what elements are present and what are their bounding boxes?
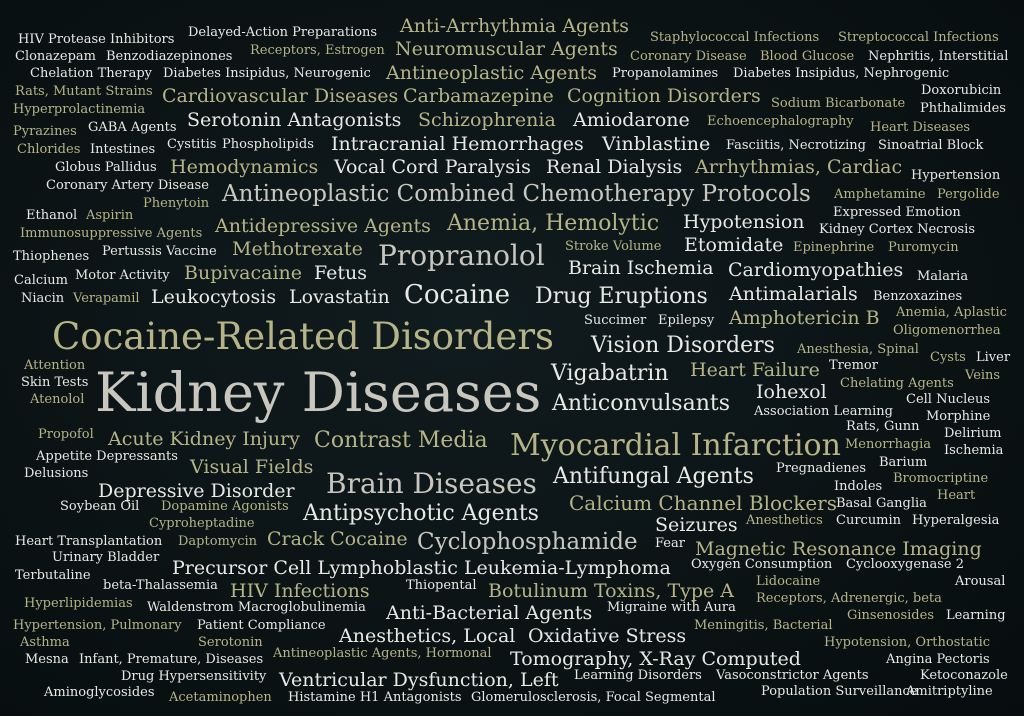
word: Hyperalgesia <box>912 513 1000 528</box>
word: Hypertension, Pulmonary <box>13 618 182 633</box>
word: Hemodynamics <box>170 156 319 178</box>
word: Seizures <box>655 514 738 536</box>
word: Epinephrine <box>793 240 875 255</box>
word: Heart <box>937 488 976 503</box>
word: Skin Tests <box>21 375 89 390</box>
word: Diabetes Insipidus, Neurogenic <box>163 66 371 81</box>
word: beta-Thalassemia <box>103 578 218 593</box>
word: Barium <box>879 455 928 470</box>
word: Liver <box>976 350 1011 365</box>
word: Learning <box>946 608 1006 623</box>
word: Mesna <box>25 652 69 667</box>
word: Expressed Emotion <box>833 205 961 220</box>
word: Tremor <box>829 358 878 373</box>
word: Indoles <box>834 479 883 494</box>
word: Rats, Mutant Strains <box>15 84 153 99</box>
word: Aspirin <box>86 208 134 223</box>
word: Depressive Disorder <box>98 480 295 502</box>
word: Arrhythmias, Cardiac <box>695 156 903 178</box>
word: Dopamine Agonists <box>161 499 289 514</box>
word: Infant, Premature, Diseases <box>79 652 264 667</box>
word: Meningitis, Bacterial <box>694 618 833 633</box>
word: Oxidative Stress <box>528 625 687 647</box>
word: Terbutaline <box>15 568 91 583</box>
word: Immunosuppressive Agents <box>20 226 203 241</box>
word: Cognition Disorders <box>567 85 761 107</box>
word: Precursor Cell Lymphoblastic Leukemia-Lymphoma <box>172 557 671 579</box>
word: Motor Activity <box>75 268 170 283</box>
word: Patient Compliance <box>197 618 326 633</box>
word: Vasoconstrictor Agents <box>716 668 869 683</box>
word: Verapamil <box>73 291 140 306</box>
word: Nephritis, Interstitial <box>868 49 1009 64</box>
word: Contrast Media <box>314 428 488 453</box>
word: Delusions <box>24 466 89 481</box>
word: Cyclophosphamide <box>417 529 638 555</box>
word: Receptors, Adrenergic, beta <box>756 591 942 606</box>
word: Learning Disorders <box>574 668 702 683</box>
word: Brain Ischemia <box>568 257 714 279</box>
word: Fetus <box>314 262 368 284</box>
word: Heart Diseases <box>870 120 971 135</box>
word: Anti-Bacterial Agents <box>386 602 593 624</box>
word: Iohexol <box>756 381 827 403</box>
word: Serotonin Antagonists <box>187 109 402 131</box>
word: Arousal <box>955 574 1006 589</box>
word: Hypotension, Orthostatic <box>824 635 991 650</box>
word: Calcium Channel Blockers <box>569 491 837 515</box>
word: Benzodiazepinones <box>106 49 233 64</box>
word: Phenytoin <box>143 196 210 211</box>
word: Bromocriptine <box>893 471 989 486</box>
word: HIV Protease Inhibitors <box>18 32 175 47</box>
word: Association Learning <box>754 404 893 419</box>
word: Amitriptyline <box>906 684 993 699</box>
word: Urinary Bladder <box>52 550 160 565</box>
word: Receptors, Estrogen <box>250 43 385 58</box>
word: Menorrhagia <box>845 437 931 452</box>
word: Ethanol <box>26 208 78 223</box>
word: Fear <box>655 536 685 551</box>
word: Cell Nucleus <box>906 392 991 407</box>
word: Soybean Oil <box>60 499 140 514</box>
word: Diabetes Insipidus, Nephrogenic <box>733 66 950 81</box>
word: Appetite Depressants <box>36 449 178 464</box>
word: Heart Transplantation <box>15 534 163 549</box>
word: Antidepressive Agents <box>215 215 431 237</box>
word: Botulinum Toxins, Type A <box>488 580 735 602</box>
word: Migraine with Aura <box>607 600 736 615</box>
word: Antineoplastic Combined Chemotherapy Protocols <box>222 181 811 207</box>
word: Vinblastine <box>602 133 711 155</box>
word: Antipsychotic Agents <box>303 501 539 526</box>
word: Sodium Bicarbonate <box>771 96 906 111</box>
word: Succimer <box>584 313 647 328</box>
word: Attention <box>24 358 86 373</box>
word: Visual Fields <box>190 456 314 478</box>
word: Cyproheptadine <box>149 516 255 531</box>
word: Vision Disorders <box>591 333 775 358</box>
word: Blood Glucose <box>760 49 855 64</box>
word: Acute Kidney Injury <box>108 428 300 450</box>
word: Drug Hypersensitivity <box>121 669 267 684</box>
word: Fasciitis, Necrotizing <box>726 138 866 153</box>
word: Anemia, Hemolytic <box>447 211 660 236</box>
word: Chlorides <box>17 142 81 157</box>
word: Propanolamines <box>612 66 719 81</box>
word: Glomerulosclerosis, Focal Segmental <box>471 690 716 705</box>
word: Lovastatin <box>289 286 390 308</box>
word: Hyperlipidemias <box>24 596 133 611</box>
word: Anesthetics, Local <box>339 625 516 647</box>
word: Clonazepam <box>15 49 96 64</box>
word: Drug Eruptions <box>535 284 708 309</box>
word: Leukocytosis <box>151 286 277 308</box>
word: GABA Agents <box>88 120 177 135</box>
word: Cystitis <box>167 137 217 152</box>
word: Globus Pallidus <box>55 160 157 175</box>
word: Magnetic Resonance Imaging <box>695 538 982 560</box>
word: Puromycin <box>888 240 959 255</box>
word: Ventricular Dysfunction, Left <box>279 669 559 691</box>
word: Hypotension <box>683 211 805 233</box>
word: Amiodarone <box>573 109 690 131</box>
word: Asthma <box>20 635 70 650</box>
word: Antifungal Agents <box>553 464 754 489</box>
word: Neuromuscular Agents <box>395 38 618 60</box>
word: Propofol <box>38 427 94 442</box>
word: Cocaine <box>404 280 511 310</box>
word: Pyrazines <box>13 124 77 139</box>
word: Cardiovascular Diseases <box>162 85 399 107</box>
word: Rats, Gunn <box>846 419 920 434</box>
word: Pertussis Vaccine <box>102 244 217 259</box>
word: Benzoxazines <box>873 289 963 304</box>
word: Crack Cocaine <box>267 528 408 550</box>
word: Vocal Cord Paralysis <box>334 156 531 178</box>
word: Hypertension <box>911 168 1001 183</box>
word: Heart Failure <box>690 359 820 381</box>
word: Cysts <box>930 350 966 365</box>
word: Cocaine-Related Disorders <box>52 315 554 358</box>
word: Bupivacaine <box>184 262 303 284</box>
word: Sinoatrial Block <box>878 138 984 153</box>
word: Population Surveillance <box>761 684 918 699</box>
word: Epilepsy <box>658 313 715 328</box>
word: Waldenstrom Macroglobulinemia <box>147 600 366 615</box>
word: Amphotericin B <box>729 307 880 329</box>
word: HIV Infections <box>230 580 370 602</box>
word: Lidocaine <box>756 574 821 589</box>
word: Phthalimides <box>920 101 1006 116</box>
word: Pergolide <box>937 187 1000 202</box>
word: Oligomenorrhea <box>893 323 1001 338</box>
word: Renal Dialysis <box>546 156 683 178</box>
word: Vigabatrin <box>551 361 669 386</box>
word: Cyclooxygenase 2 <box>846 557 964 572</box>
word: Ginsenosides <box>847 608 934 623</box>
word: Aminoglycosides <box>44 685 155 700</box>
word: Chelation Therapy <box>30 66 153 81</box>
word: Niacin <box>21 291 65 306</box>
word: Phospholipids <box>222 137 314 152</box>
word: Brain Diseases <box>326 467 537 500</box>
word: Kidney Cortex Necrosis <box>819 222 975 237</box>
word: Anticonvulsants <box>552 391 731 416</box>
word: Antimalarials <box>729 283 858 305</box>
word: Echoencephalography <box>707 114 854 129</box>
word: Propranolol <box>378 239 545 272</box>
word: Streptococcal Infections <box>838 30 999 45</box>
word: Serotonin <box>198 635 263 650</box>
word: Anesthesia, Spinal <box>797 342 919 357</box>
word: Morphine <box>926 409 991 424</box>
word: Myocardial Infarction <box>510 428 841 463</box>
word: Oxygen Consumption <box>691 557 833 572</box>
word: Intestines <box>90 142 156 157</box>
word: Daptomycin <box>178 534 258 549</box>
word: Antineoplastic Agents <box>386 62 598 84</box>
word: Anti-Arrhythmia Agents <box>400 15 630 37</box>
word: Schizophrenia <box>418 109 556 131</box>
word: Veins <box>965 368 1001 383</box>
word: Kidney Diseases <box>95 361 542 424</box>
word: Cardiomyopathies <box>728 259 904 281</box>
word: Thiophenes <box>13 249 90 264</box>
word: Atenolol <box>30 392 85 407</box>
word: Carbamazepine <box>403 85 554 107</box>
word: Histamine H1 Antagonists <box>288 690 462 705</box>
word: Delirium <box>944 426 1002 441</box>
word: Staphylococcal Infections <box>650 30 820 45</box>
word: Anemia, Aplastic <box>896 305 1007 320</box>
word: Basal Ganglia <box>836 496 927 511</box>
word: Ketoconazole <box>920 668 1008 683</box>
word: Angina Pectoris <box>886 652 990 667</box>
word: Coronary Artery Disease <box>46 178 209 193</box>
word: Hyperprolactinemia <box>13 102 146 117</box>
word: Calcium <box>14 273 68 288</box>
word: Pregnadienes <box>776 461 867 476</box>
word: Anesthetics <box>746 513 823 528</box>
word: Etomidate <box>684 234 784 256</box>
word: Coronary Disease <box>630 49 747 64</box>
word: Delayed-Action Preparations <box>188 25 378 40</box>
word: Methotrexate <box>232 238 363 260</box>
word: Acetaminophen <box>169 690 272 705</box>
word: Stroke Volume <box>565 239 662 254</box>
word: Chelating Agents <box>840 376 954 391</box>
word: Antineoplastic Agents, Hormonal <box>273 646 492 661</box>
word: Doxorubicin <box>921 83 1002 98</box>
word: Thiopental <box>406 578 477 593</box>
word: Curcumin <box>836 513 902 528</box>
word: Malaria <box>917 269 969 284</box>
word: Tomography, X-Ray Computed <box>510 648 801 670</box>
word: Amphetamine <box>834 187 926 202</box>
word: Ischemia <box>944 443 1004 458</box>
word: Intracranial Hemorrhages <box>331 133 584 155</box>
